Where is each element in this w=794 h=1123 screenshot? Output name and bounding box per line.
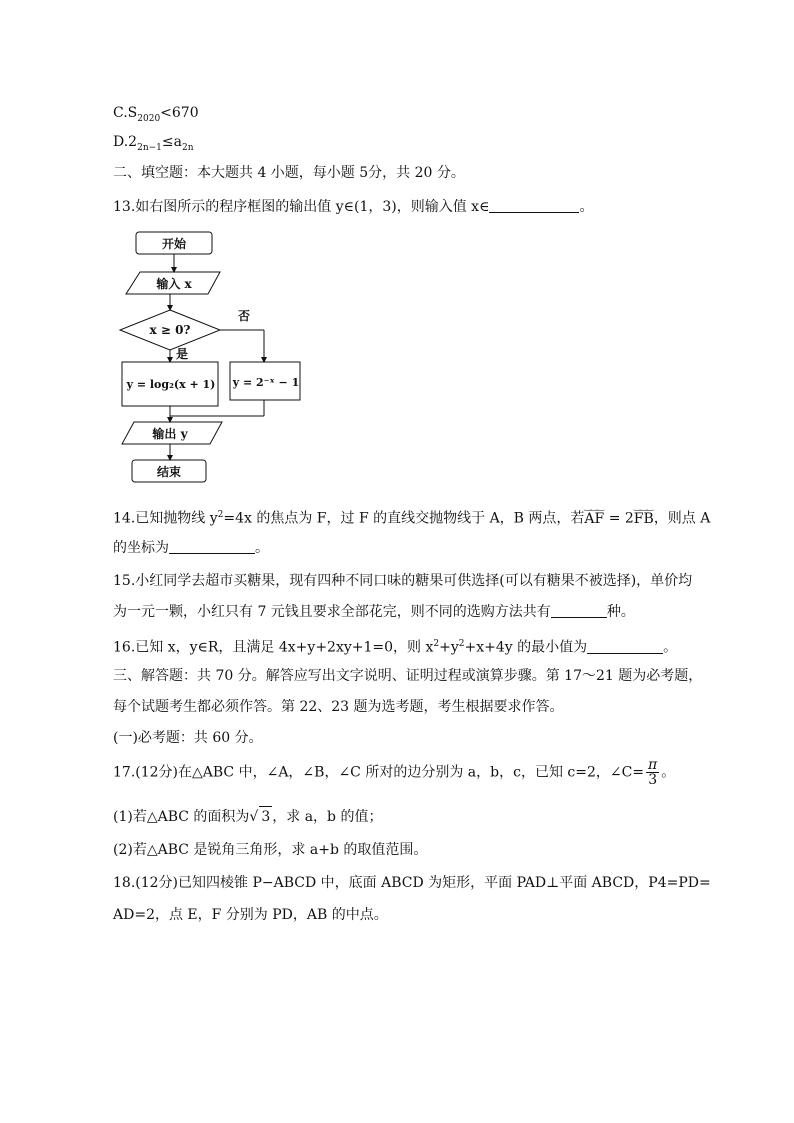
vector-af: ‿‿‿ AF [584, 509, 604, 529]
fraction-pi-over-3: $\frac{\pi}{3}$ [648, 757, 658, 788]
flow-end-label: 结束 [156, 465, 182, 479]
section-3-heading: 三、解答题：共 70 分。解答应写出文字说明、证明过程或演算步骤。第 17～21 题为必考题， [113, 668, 703, 684]
sqrt-3: 3 [259, 806, 272, 827]
option-c: $C.S_{2020}<670$ [113, 105, 199, 124]
flow-output-label: 输出 y [152, 427, 188, 441]
answer-blank-14[interactable] [169, 539, 255, 554]
flow-yes-label: 是 [175, 347, 189, 361]
vector-fb: ‿‿‿ FB [634, 509, 654, 529]
flow-input-label: 输入 x [156, 277, 192, 291]
flow-no-label: 否 [237, 309, 251, 323]
flow-no-formula: y = 2⁻ˣ − 1 [232, 376, 300, 389]
question-14-line-2: 的坐标为 。 [113, 540, 269, 556]
section-3-heading-line-2: 每个试题考生都必须作答。第 22、23 题为选考题，考生根据要求作答。 [113, 699, 564, 715]
question-18: 18.(12分)已知四棱锥 P−ABCD 中，底面 ABCD 为矩形，平面 PAD⊥平面 ABCD，P4=PD= [113, 875, 711, 891]
question-15-line-2: 为一元一颗，小红只有 7 元钱且要求全部花完，则不同的选购方法共有 种。 [113, 604, 635, 620]
question-18-line-2: AD=2，点 E，F 分别为 PD，AB 的中点。 [113, 907, 388, 923]
question-13: 13.如右图所示的程序框图的输出值 y∈(1，3)，则输入值 x∈ 。 [113, 199, 594, 215]
option-d: $D.2_{2n-1}\le a_{2n}$ [113, 134, 194, 153]
answer-blank-16[interactable] [587, 639, 663, 654]
flow-yes-formula: y = log₂(x + 1) [126, 378, 216, 391]
answer-blank-13[interactable] [489, 198, 579, 213]
required-questions-heading: (一)必考题：共 60 分。 [113, 730, 263, 746]
question-17-part-1: (1)若△ABC 的面积为√ 3 ，求 a，b 的值； [113, 806, 382, 827]
flow-condition-label: x ≥ 0? [149, 323, 191, 337]
question-17: 17.(12分)在△ABC 中，∠A，∠B，∠C 所对的边分别为 a，b，c，已知 c=2，∠C= $\frac{\pi}{3}$ 。 [113, 757, 676, 788]
section-2-heading: 二、填空题：本大题共 4 小题，每小题 5分，共 20 分。 [113, 165, 465, 181]
answer-blank-15[interactable] [551, 603, 607, 618]
flow-start-label: 开始 [161, 237, 187, 251]
question-16: 16.已知 x，y∈R，且满足 4x+y+2xy+1=0，则 $x^2+y^2+x+4y$ 的最小值为 。 [113, 639, 678, 656]
flowchart [118, 228, 338, 490]
question-15: 15.小红同学去超市买糖果，现有四种不同口味的糖果可供选择(可以有糖果不被选择)，单价均 [113, 573, 693, 589]
question-17-part-2: (2)若△ABC 是锐角三角形，求 a+b 的取值范围。 [113, 842, 428, 858]
question-14: 14.已知抛物线 $y^2=4x$ 的焦点为 F，过 F 的直线交抛物线于 A，B 两点，若‿‿‿ AF = 2‿‿‿ FB，则点 A [113, 505, 710, 529]
